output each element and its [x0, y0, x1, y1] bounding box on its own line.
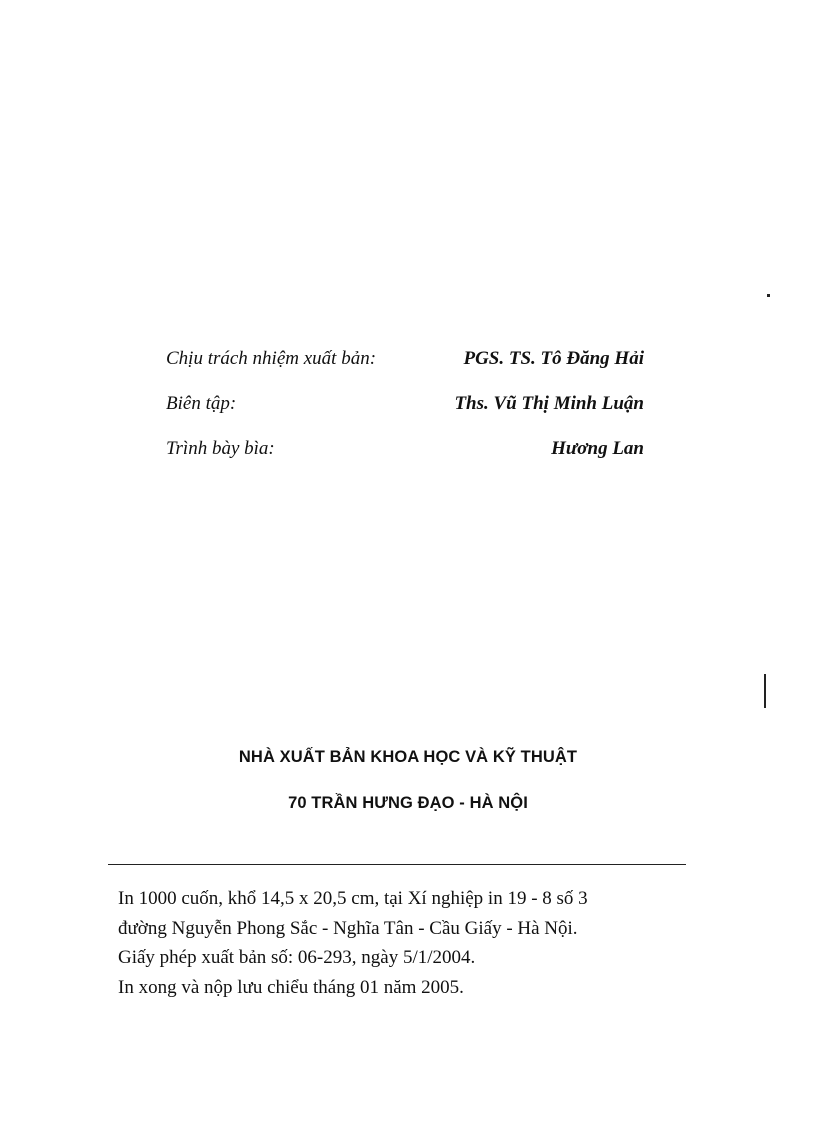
- print-info-line: đường Nguyễn Phong Sắc - Nghĩa Tân - Cầu Giấy - Hà Nội.: [118, 917, 578, 939]
- credit-row-editor: [166, 393, 644, 438]
- credit-name: Ths. Vũ Thị Minh Luận: [454, 393, 644, 414]
- publisher-block: [0, 748, 816, 840]
- print-info-line: In 1000 cuốn, khổ 14,5 x 20,5 cm, tại Xí nghiệp in 19 - 8 số 3: [118, 888, 588, 909]
- print-info-line: Giấy phép xuất bản số: 06-293, ngày 5/1/2004.: [118, 947, 476, 968]
- credit-role: Chịu trách nhiệm xuất bản:: [166, 348, 377, 369]
- credit-name: PGS. TS. Tô Đăng Hải: [463, 348, 644, 369]
- print-info-block: [118, 884, 698, 1002]
- credit-name: Hương Lan: [551, 438, 644, 459]
- print-info-line: In xong và nộp lưu chiểu tháng 01 năm 2005.: [118, 976, 464, 998]
- credit-row-publisher-responsible: [166, 348, 644, 393]
- credits-block: [166, 348, 644, 483]
- scan-speck: [767, 294, 770, 297]
- divider-line: [108, 864, 686, 865]
- credit-row-cover-design: [166, 438, 644, 483]
- credit-role: Biên tập:: [166, 393, 237, 414]
- publisher-name: NHÀ XUẤT BẢN KHOA HỌC VÀ KỸ THUẬT: [238, 748, 578, 766]
- credit-role: Trình bày bìa:: [166, 438, 275, 459]
- publisher-address: 70 TRẦN HƯNG ĐẠO - HÀ NỘI: [288, 794, 528, 812]
- scan-mark: [764, 674, 766, 708]
